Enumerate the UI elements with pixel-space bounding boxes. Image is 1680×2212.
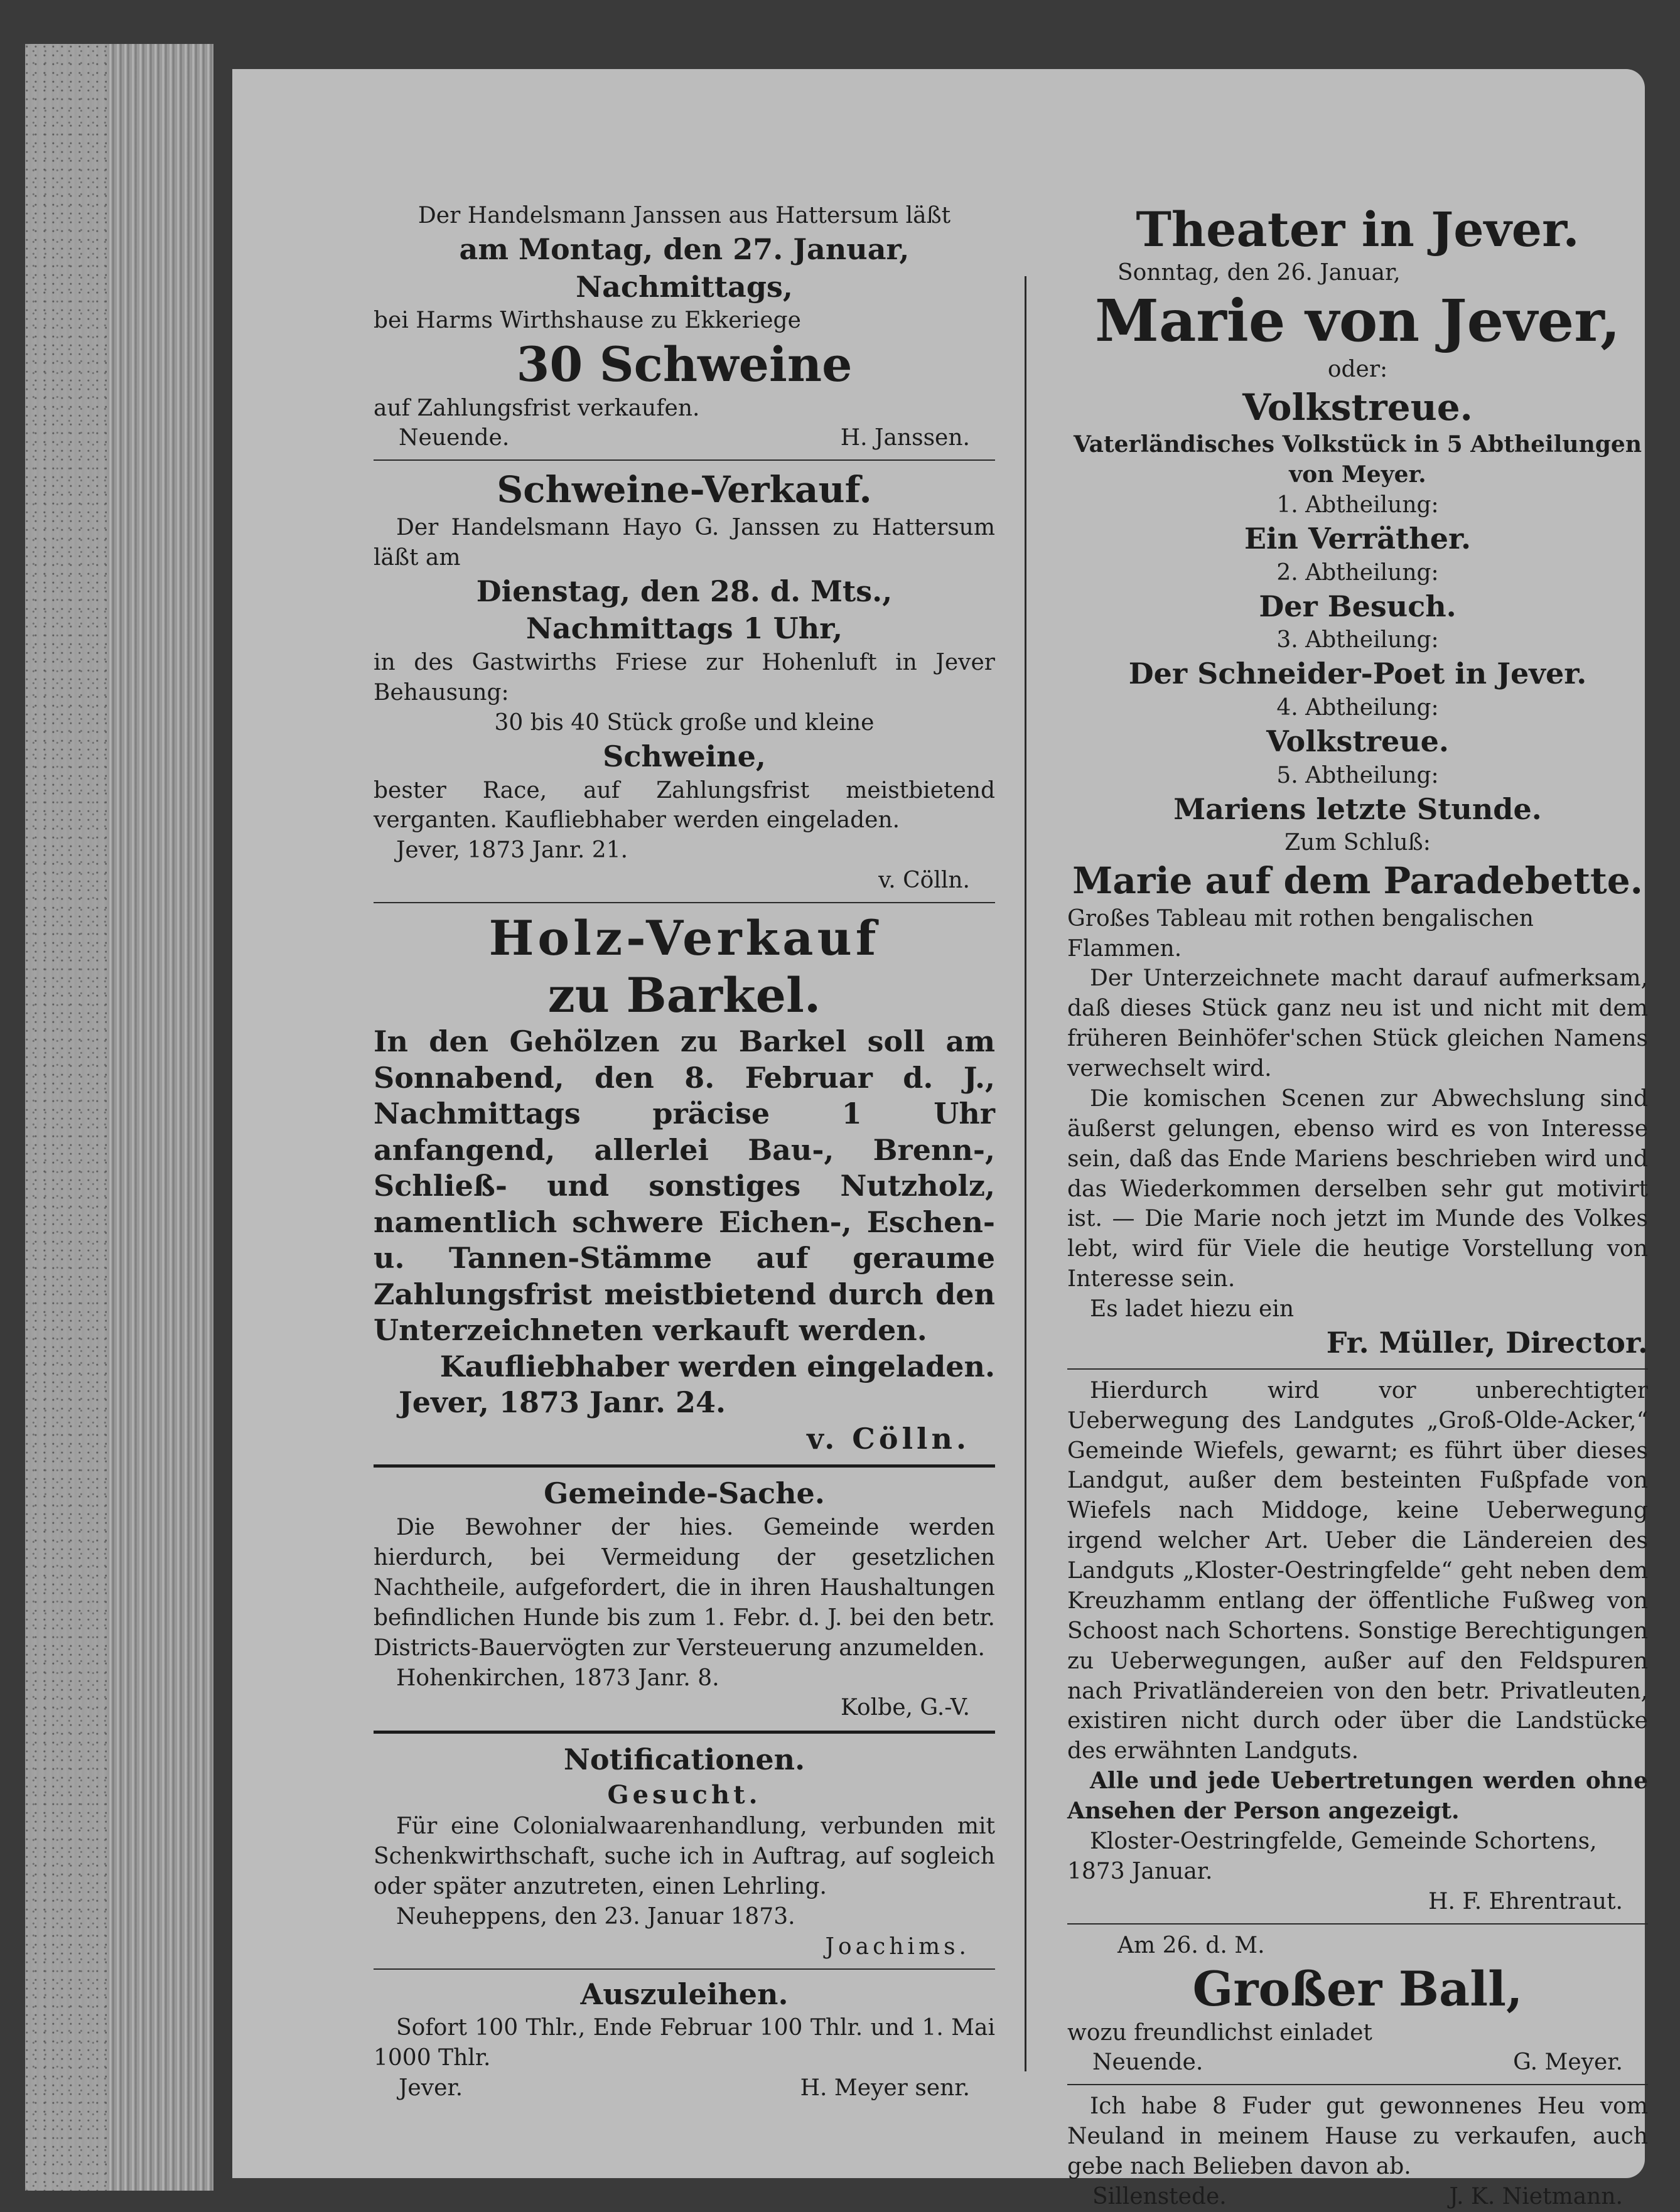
theater-tableau: Großes Tableau mit rothen bengalischen Flammen.	[1067, 905, 1534, 962]
theater-subtitle: Volkstreue.	[1242, 385, 1473, 429]
ball-signer: G. Meyer.	[1513, 2049, 1623, 2076]
divider	[1067, 2084, 1648, 2085]
ad-title: Notificationen.	[563, 1742, 805, 1777]
hay-body: Ich habe 8 Fuder gut gewonnenes Heu vom Neuland in meinem Hause zu verkaufen, auch gebe nach Belieben davon ab.	[1067, 2093, 1648, 2180]
ball-date: Am 26. d. M.	[1117, 1932, 1265, 1958]
theater-note: Der Unterzeichnete macht darauf aufmerksam, daß dieses Stück ganz neu ist und nicht mit dem früheren Beinhöfer'schen Stück gleichen Namens verwechselt wird.	[1067, 965, 1648, 1082]
theater-date: Sonntag, den 26. Januar,	[1117, 260, 1401, 286]
ad-title: Schweine-Verkauf.	[497, 468, 872, 512]
theater-signer: Fr. Müller, Director.	[1326, 1325, 1648, 1360]
ad-signer: Joachims.	[825, 1933, 970, 1960]
act-name: Der Schneider-Poet in Jever.	[1128, 657, 1587, 691]
warning-signer: H. F. Ehrentraut.	[1428, 1888, 1623, 1914]
divider	[374, 459, 995, 461]
ad-invite: Kaufliebhaber werden eingeladen.	[439, 1349, 995, 1383]
ad-item: 30 Schweine	[516, 336, 853, 393]
ad-loan	[374, 1976, 995, 2103]
act-label: 5. Abtheilung:	[1276, 762, 1439, 788]
act-label: 3. Abtheilung:	[1276, 627, 1439, 653]
divider	[374, 1968, 995, 1970]
divider-thick	[374, 1464, 995, 1468]
theater-oder: oder:	[1327, 356, 1388, 382]
ad-date: Dienstag, den 28. d. Mts.,	[476, 574, 893, 608]
warning-dateline: Kloster-Oestringfelde, Gemeinde Schortens, 1873 Januar.	[1067, 1828, 1597, 1884]
ad-body: In den Gehölzen zu Barkel soll am Sonnabend, den 8. Februar d. J., Nachmittags präcise 1 Uhr anfangend, allerlei Bau-, Brenn-, Schließ- und sonstiges Nutzholz, namentlich schwere Eichen-, Eschen- u. Tannen-Stämme auf geraume Zahlungsfrist meistbietend durch den Unterzeichneten verkauft werden.	[374, 1024, 995, 1348]
act-label: 4. Abtheilung:	[1276, 695, 1439, 721]
act-name: Volkstreue.	[1266, 724, 1449, 758]
ad-signer: v. Cölln.	[807, 1421, 970, 1456]
theater-play: Marie von Jever,	[1094, 287, 1621, 355]
ad-intro: Der Handelsmann Hayo G. Janssen zu Hattersum läßt am	[374, 514, 995, 571]
ad-subtitle: Gesucht.	[607, 1780, 762, 1810]
left-column	[374, 201, 995, 2102]
book-page-edges	[25, 44, 213, 2191]
ad-place: in des Gastwirths Friese zur Hohenluft in Jever Behausung:	[374, 650, 995, 706]
ad-community-notice	[374, 1475, 995, 1723]
ad-dateline: Jever, 1873 Janr. 24.	[399, 1385, 726, 1420]
theater-closing-label: Zum Schluß:	[1284, 830, 1431, 856]
theater-act-2	[1067, 558, 1648, 626]
ad-pig-sale-hayo	[374, 467, 995, 896]
ad-body: Für eine Colonialwaarenhandlung, verbunden mit Schenkwirthschaft, suche ich in Auftrag, auf sogleich oder später anzutreten, einen Lehrling.	[374, 1813, 995, 1899]
divider-thick	[374, 1731, 995, 1734]
ad-terms: auf Zahlungsfrist verkaufen.	[374, 395, 700, 421]
ad-dateline: Neuheppens, den 23. Januar 1873.	[396, 1903, 795, 1930]
ad-signer: H. Meyer senr.	[800, 2075, 970, 2102]
ad-dateline: Jever, 1873 Janr. 21.	[396, 837, 628, 864]
ad-body: Die Bewohner der hies. Gemeinde werden hierdurch, bei Vermeidung der gesetzlichen Nachtheile, aufgefordert, die in ihren Haushaltungen befindlichen Hunde bis zum 1. Febr. d. J. bei den betr. Districts-Bauervögten zur Versteuerung anzumelden.	[374, 1515, 995, 1661]
ad-title: Auszuleihen.	[580, 1977, 789, 2011]
ad-signer: v. Cölln.	[878, 867, 970, 894]
act-name: Der Besuch.	[1259, 589, 1457, 623]
ball-title: Großer Ball,	[1192, 1961, 1523, 2017]
ad-ball	[1067, 1931, 1648, 2078]
ad-title: Holz-Verkauf	[488, 910, 880, 967]
theater-genre: Vaterländisches Volkstück in 5 Abtheilungen von Meyer.	[1074, 431, 1642, 488]
divider	[1067, 1368, 1648, 1370]
ad-wood-sale	[374, 910, 995, 1457]
ad-pig-sale-janssen	[374, 201, 995, 453]
hay-signer: J. K. Nietmann.	[1449, 2183, 1623, 2209]
hay-location: Sillenstede.	[1092, 2183, 1227, 2209]
divider	[1067, 1923, 1648, 1925]
ad-theater	[1067, 201, 1648, 1362]
theater-note: Die komischen Scenen zur Abwechslung sind äußerst gelungen, ebenso wird es von Interesse sein, daß das Ende Mariens beschrieben wird und das Wiederkommen derselben sehr gut motivirt ist. — Die Marie noch jetzt im Munde des Volkes lebt, wird für Viele die heutige Vorstellung von Interesse sein.	[1067, 1085, 1648, 1292]
ad-time: Nachmittags 1 Uhr,	[525, 611, 843, 646]
ad-terms: bester Race, auf Zahlungsfrist meistbietend verganten. Kaufliebhaber werden eingeladen.	[374, 777, 995, 834]
theater-act-1	[1067, 490, 1648, 558]
act-name: Ein Verräther.	[1244, 521, 1471, 556]
divider	[374, 902, 995, 903]
ad-count: 30 bis 40 Stück große und kleine	[494, 709, 875, 736]
ad-date: am Montag, den 27. Januar,	[459, 232, 910, 266]
ad-hay-sale	[1067, 2091, 1648, 2212]
act-label: 2. Abtheilung:	[1276, 559, 1439, 586]
warning-body: Hierdurch wird vor unberechtigter Ueberwegung des Landgutes „Groß-Olde-Acker,“ Gemeinde Wiefels, gewarnt; es führt über dieses Landgut, außer dem besteinten Fußpfade von Wiefels nach Middoge, keine Ueberwegung irgend welcher Art. Ueber die Ländereien des Landguts „Kloster-Oestringfelde“ geht neben dem Kreuzhamm entlang der öffentliche Fußweg von Schoost nach Schortens. Sonstige Berechtigungen zu Ueberwegungen, außer auf den Feldspuren nach Privatländereien von den betr. Privatleuten, existiren nicht durch oder über die Landstücke des erwähnten Landguts.	[1067, 1377, 1648, 1764]
ad-trespass-warning	[1067, 1376, 1648, 1917]
book-cover-speckle	[25, 44, 107, 2191]
theater-closing: Marie auf dem Paradebette.	[1072, 859, 1643, 903]
ad-dateline: Hohenkirchen, 1873 Janr. 8.	[396, 1665, 719, 1691]
act-label: 1. Abtheilung:	[1276, 491, 1439, 518]
ball-location: Neuende.	[1092, 2049, 1203, 2076]
ad-location: Neuende.	[399, 425, 510, 451]
ad-title: Gemeinde-Sache.	[544, 1476, 825, 1511]
theater-act-5	[1067, 761, 1648, 829]
ad-signer: H. Janssen.	[840, 425, 970, 451]
ad-notifications	[374, 1741, 995, 1962]
ad-subtitle: zu Barkel.	[547, 967, 821, 1024]
ad-body: Sofort 100 Thlr., Ende Februar 100 Thlr. und 1. Mai 1000 Thlr.	[374, 2015, 995, 2071]
right-column	[1067, 201, 1648, 2209]
ad-signer: Kolbe, G.-V.	[841, 1695, 970, 1721]
theater-invite: Es ladet hiezu ein	[1090, 1296, 1295, 1323]
ball-invite: wozu freundlichst einladet	[1067, 2019, 1372, 2046]
column-divider	[1025, 276, 1026, 2071]
ad-time: Nachmittags,	[576, 269, 793, 304]
ad-place: bei Harms Wirthshause zu Ekkeriege	[374, 308, 801, 334]
theater-title: Theater in Jever.	[1136, 201, 1580, 257]
theater-act-3	[1067, 625, 1648, 693]
ad-item: Schweine,	[603, 739, 766, 773]
ad-location: Jever.	[399, 2075, 463, 2102]
theater-act-4	[1067, 693, 1648, 761]
warning-bold-line: Alle und jede Uebertretungen werden ohne Ansehen der Person angezeigt.	[1067, 1768, 1648, 1825]
ad-line: Der Handelsmann Janssen aus Hattersum läßt	[417, 203, 951, 228]
act-name: Mariens letzte Stunde.	[1173, 792, 1542, 826]
